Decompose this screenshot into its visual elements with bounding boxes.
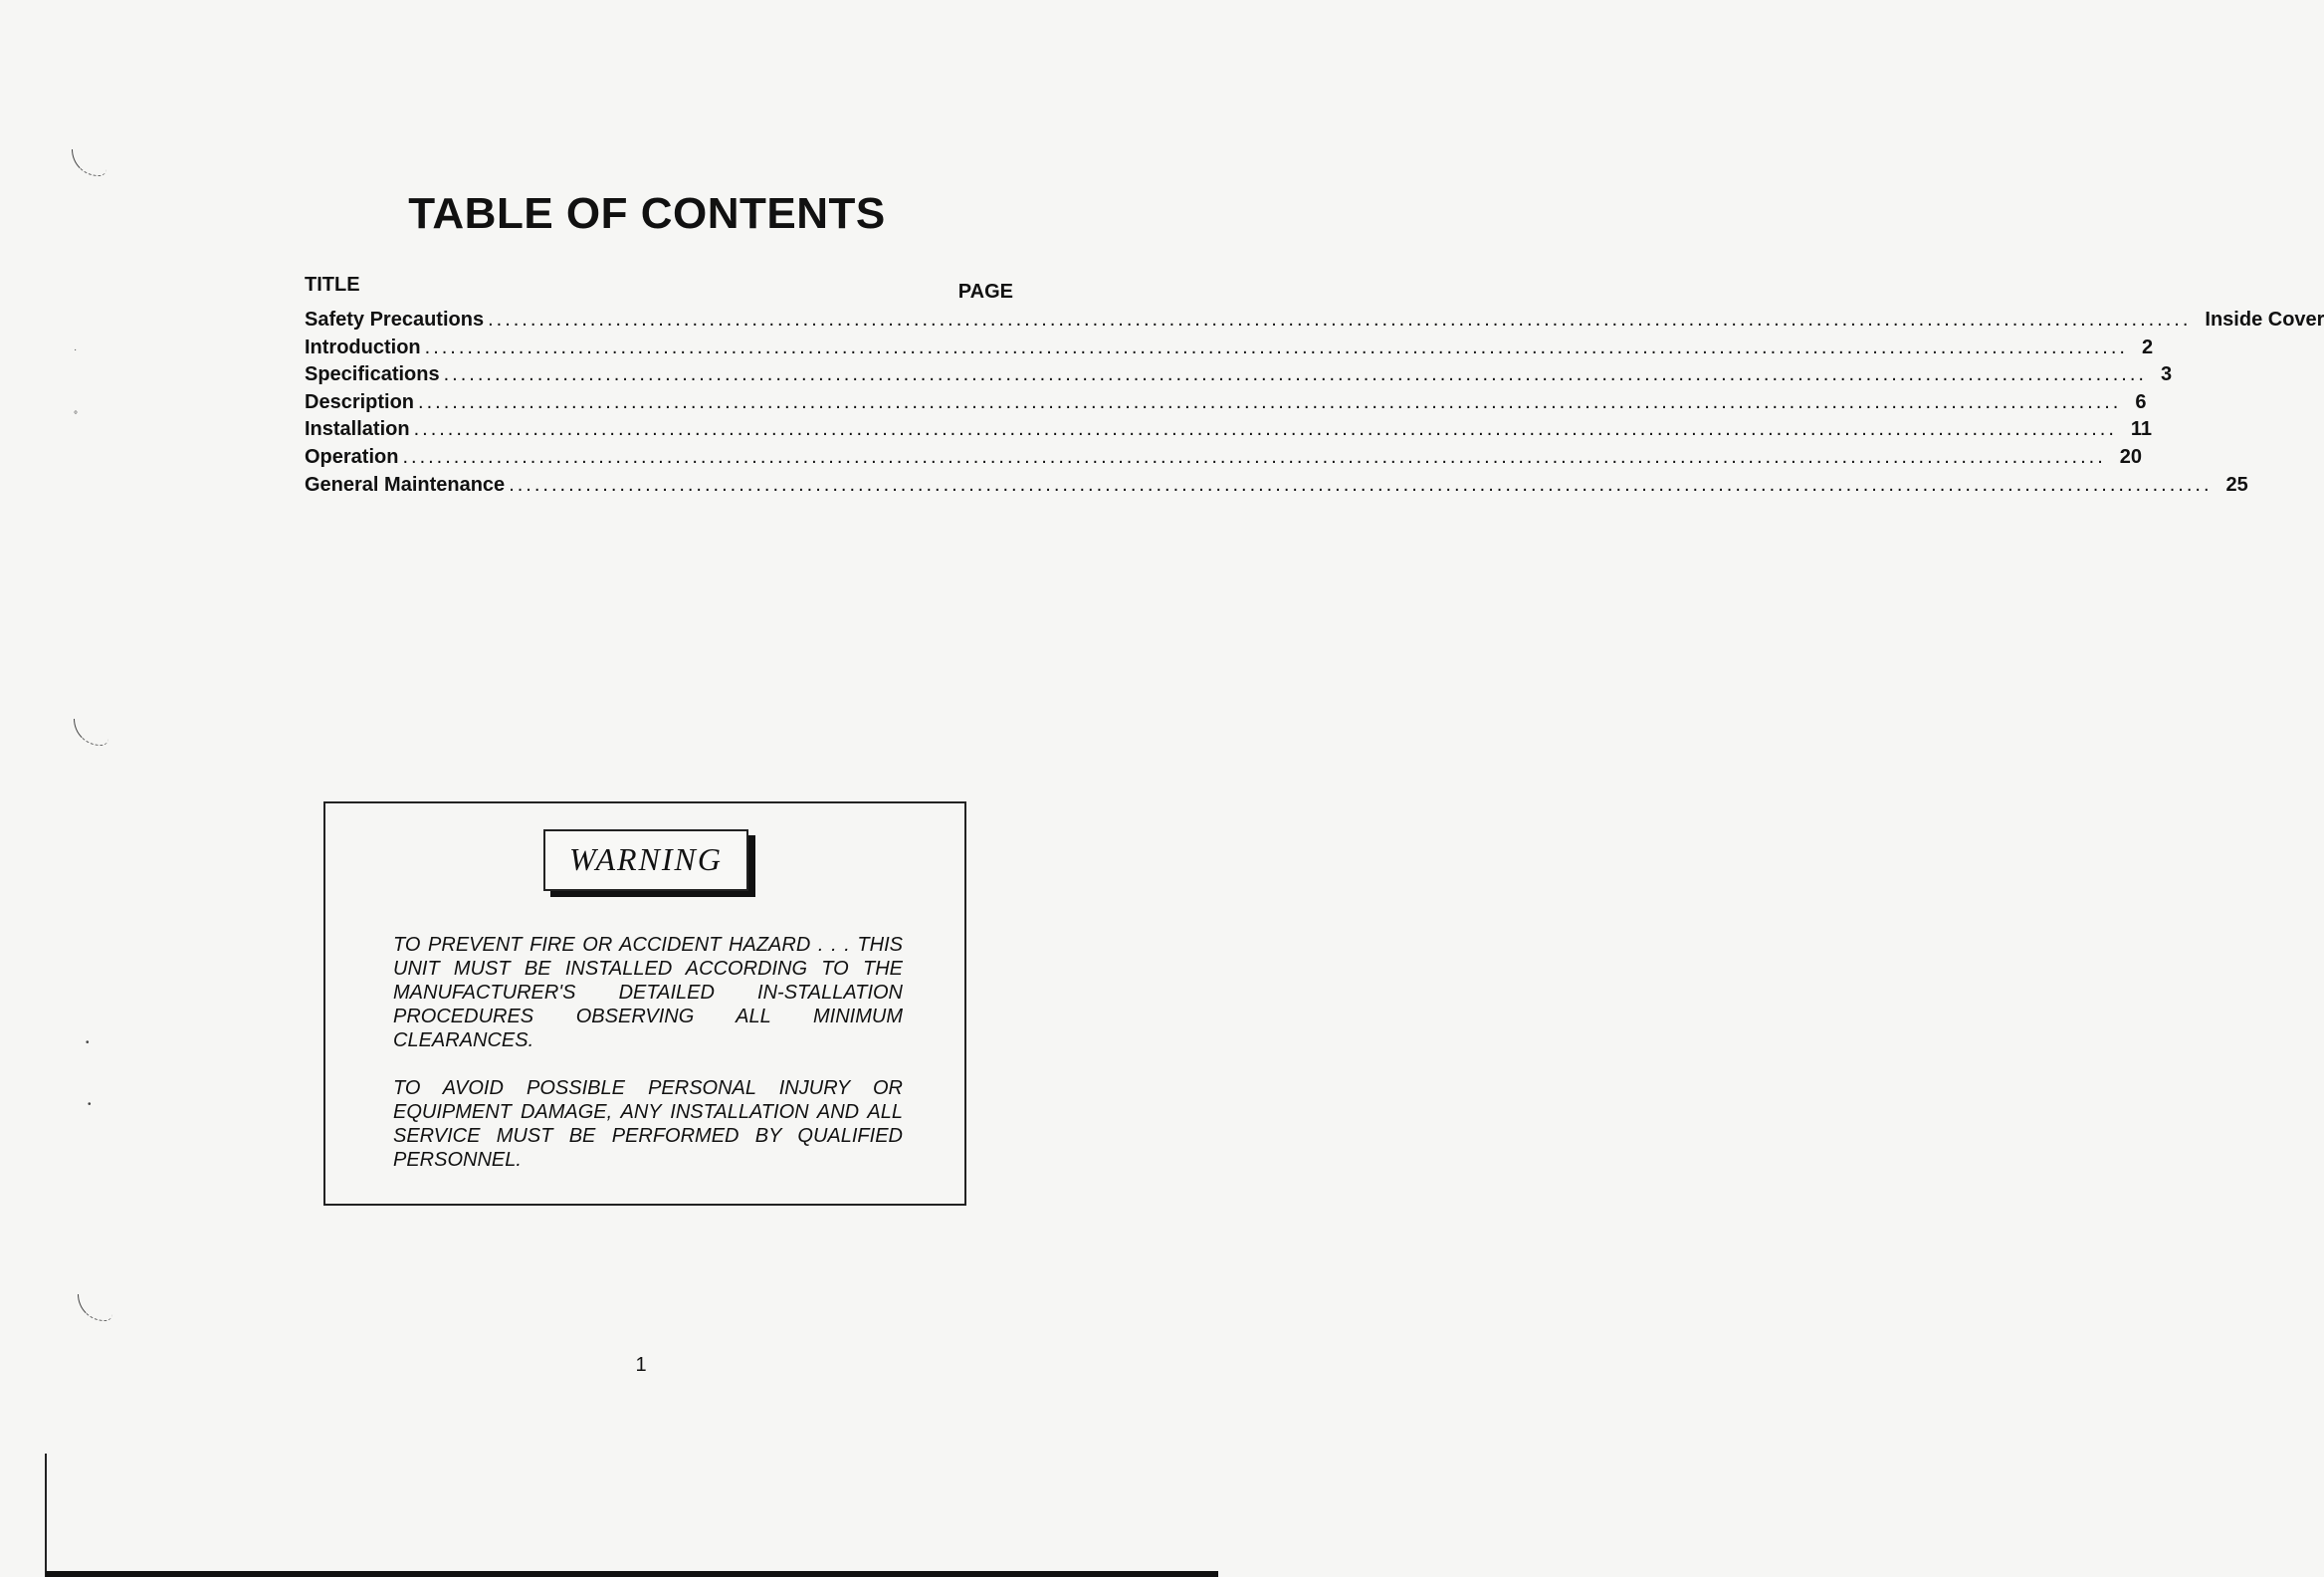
toc-entry xyxy=(305,363,2173,391)
scan-bottom-bar xyxy=(46,1571,1218,1577)
toc-page-column-header: PAGE xyxy=(957,281,1013,303)
toc-entry-title: Installation xyxy=(305,418,410,441)
speck-mark: • xyxy=(86,1037,90,1048)
warning-paragraph-injury: TO AVOID POSSIBLE PERSONAL INJURY OR EQUIPMENT DAMAGE, ANY INSTALLATION AND ALL SERVICE MUST BE PERFORMED BY QUALIFIED PERSONNEL. xyxy=(393,1077,903,1171)
toc-leader-dots: ........................................................................................................................................................................................................ xyxy=(424,336,2128,358)
toc-leader-dots: ........................................................................................................................................................................................................ xyxy=(413,418,2117,441)
warning-box xyxy=(323,801,966,1206)
toc-entry-title: Safety Precautions xyxy=(305,309,485,331)
speck-mark: • xyxy=(88,1099,92,1110)
table-of-contents xyxy=(305,274,2324,501)
toc-entry xyxy=(305,418,2153,446)
toc-entry-title: Specifications xyxy=(305,363,440,386)
toc-entry xyxy=(305,473,2248,502)
punch-hole-mark xyxy=(74,719,108,746)
toc-entry xyxy=(305,445,2143,474)
toc-entry-page: 20 xyxy=(2119,445,2143,468)
punch-hole-mark xyxy=(72,149,106,176)
page-number: 1 xyxy=(635,1354,647,1376)
warning-badge: WARNING xyxy=(543,829,748,891)
toc-entry-page: 11 xyxy=(2130,418,2153,441)
toc-entry xyxy=(305,309,2324,337)
toc-entry-page: 2 xyxy=(2141,336,2154,358)
toc-header xyxy=(305,274,1013,309)
toc-leader-dots: ........................................................................................................................................................................................................ xyxy=(402,445,2106,468)
scan-edge-line xyxy=(45,1454,47,1577)
toc-entries xyxy=(305,309,2324,501)
toc-entry-page: 6 xyxy=(2135,390,2147,413)
speck-mark: ° xyxy=(74,410,78,421)
toc-entry xyxy=(305,336,2154,364)
page-title: TABLE OF CONTENTS xyxy=(408,189,886,238)
toc-entry-page: Inside Cover xyxy=(2205,309,2324,331)
toc-entry-page: 3 xyxy=(2160,363,2173,386)
toc-entry xyxy=(305,390,2147,419)
toc-leader-dots: ........................................................................................................................................................................................................ xyxy=(509,473,2213,496)
toc-entry-title: Introduction xyxy=(305,336,421,358)
toc-leader-dots: ........................................................................................................................................................................................................ xyxy=(443,363,2147,386)
toc-entry-page: 25 xyxy=(2225,473,2248,496)
toc-entry-title: General Maintenance xyxy=(305,473,506,496)
toc-entry-title: Operation xyxy=(305,445,399,468)
punch-hole-mark xyxy=(78,1294,112,1321)
toc-leader-dots: ........................................................................................................................................................................................................ xyxy=(418,390,2122,413)
speck-mark: · xyxy=(74,344,78,355)
warning-paragraph-fire: TO PREVENT FIRE OR ACCIDENT HAZARD . . . THIS UNIT MUST BE INSTALLED ACCORDING TO THE MANUFACTURER'S DETAILED IN-STALLATION PROCEDURES OBSERVING ALL MINIMUM CLEARANCES. xyxy=(393,934,903,1051)
toc-entry-title: Description xyxy=(305,390,415,413)
toc-leader-dots: ........................................................................................................................................................................................................ xyxy=(488,309,2192,331)
toc-title-column-header: TITLE xyxy=(305,274,360,296)
